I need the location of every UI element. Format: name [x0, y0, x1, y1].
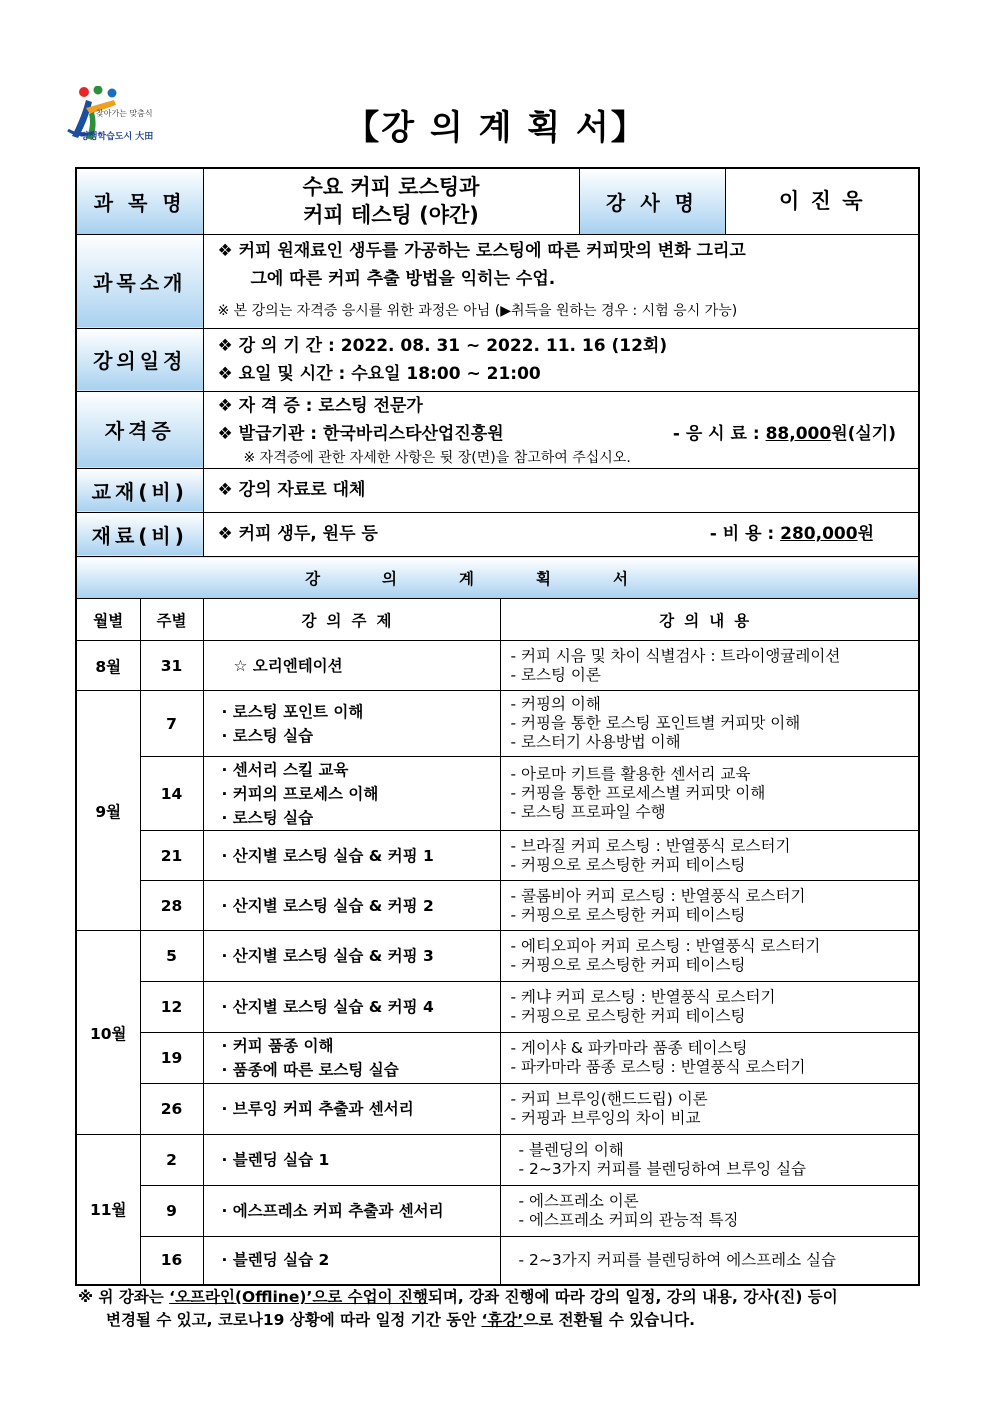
table-row [76, 1084, 919, 1135]
week-cell: 12 [140, 982, 203, 1033]
content-cell: - 커핑의 이해 - 커핑을 통한 로스팅 포인트별 커피맛 이해 - 로스터기 사용방법 이해 [500, 691, 919, 757]
month-cell: 10월 [76, 931, 140, 1135]
topic-cell: · 블렌딩 실습 1 [203, 1135, 500, 1186]
table-row [76, 1237, 919, 1285]
cert-label: 자격증 [76, 391, 203, 468]
topic-cell: · 산지별 로스팅 실습 & 커핑 1 [203, 831, 500, 881]
intro-line2: 그에 따른 커피 추출 방법을 익히는 수업. [250, 269, 556, 289]
topic-cell: · 산지별 로스팅 실습 & 커핑 2 [203, 881, 500, 931]
table-row [76, 1135, 919, 1186]
cert-note: ※ 자격증에 관한 자세한 사항은 뒷 장(면)을 참고하여 주십시오. [243, 449, 631, 466]
table-row [76, 641, 919, 691]
schedule-cell [203, 328, 919, 391]
table-row [76, 1033, 919, 1084]
topic-cell: · 산지별 로스팅 실습 & 커핑 3 [203, 931, 500, 982]
topic-cell: · 브루잉 커피 추출과 센서리 [203, 1084, 500, 1135]
cert-issuer: ❖ 발급기관 : 한국바리스타산업진흥원 [217, 423, 504, 444]
footnote: ※ 위 강좌는 ‘오프라인(Offline)’으로 수업이 진행되며, 강좌 진행에 따라 강의 일정, 강의 내용, 강사(진) 등이 변경될 수 있고, 코로나19 상황에 따라 일정 기간 동안 ‘휴강’으로 전환될 수 있습니다. [78, 1288, 838, 1329]
cert-fee-suffix: 원(실기) [831, 423, 896, 444]
material-cost-suffix: 원 [857, 524, 874, 544]
material-cost-label: - 비 용 : [709, 524, 781, 544]
content-cell: - 케냐 커피 로스팅 : 반열풍식 로스터기 - 커핑으로 로스팅한 커피 테이스팅 [500, 982, 919, 1033]
content-cell: - 콜롬비아 커피 로스팅 : 반열풍식 로스터기 - 커핑으로 로스팅한 커피 테이스팅 [500, 881, 919, 931]
footnote-break: ‘휴강’ [481, 1311, 524, 1329]
content-cell: - 아로마 키트를 활용한 센서리 교육 - 커핑을 통한 프로세스별 커피맛 이해 - 로스팅 프로파일 수행 [500, 757, 919, 831]
col-header-content: 강의내용 [500, 599, 919, 641]
col-header-topic: 강의주제 [203, 599, 500, 641]
course-info-table [75, 167, 920, 557]
topic-cell: · 블렌딩 실습 2 [203, 1237, 500, 1285]
course-name-line2: 커피 테스팅 (야간) [303, 203, 479, 228]
schedule-time: ❖ 요일 및 시간 : 수요일 18:00 ~ 21:00 [217, 363, 541, 384]
cert-name: ❖ 자 격 증 : 로스팅 전문가 [217, 395, 423, 416]
topic-cell: · 산지별 로스팅 실습 & 커핑 4 [203, 982, 500, 1033]
table-row [76, 757, 919, 831]
intro-label: 과목소개 [76, 234, 203, 328]
week-cell: 21 [140, 831, 203, 881]
intro-line1: ❖ 커피 원재료인 생두를 가공하는 로스팅에 따른 커피맛의 변화 그리고 [217, 241, 746, 261]
footnote-offline: ‘오프라인(Offline)’으로 수업이 진행 [169, 1288, 428, 1306]
week-cell: 26 [140, 1084, 203, 1135]
document-title: 【강 의 계 획 서】 [345, 108, 647, 148]
course-name [203, 168, 579, 234]
cert-cell [203, 391, 919, 468]
col-header-week: 주별 [140, 599, 203, 641]
content-cell: - 커피 브루잉(핸드드립) 이론 - 커핑과 브루잉의 차이 비교 [500, 1084, 919, 1135]
week-cell: 16 [140, 1237, 203, 1285]
table-row [76, 931, 919, 982]
textbook-label: 교재(비) [76, 468, 203, 512]
course-name-label: 과 목 명 [76, 168, 203, 234]
schedule-period: ❖ 강 의 기 간 : 2022. 08. 31 ~ 2022. 11. 16 (12회) [217, 335, 668, 356]
course-name-line1: 수요 커피 로스팅과 [302, 175, 480, 200]
week-cell: 28 [140, 881, 203, 931]
content-cell: - 게이샤 & 파카마라 품종 테이스팅 - 파카마라 품종 로스팅 : 반열풍식 로스터기 [500, 1033, 919, 1084]
topic-cell: · 로스팅 포인트 이해 · 로스팅 실습 [203, 691, 500, 757]
week-cell: 19 [140, 1033, 203, 1084]
intro-cell [203, 234, 919, 328]
material-cost: 280,000 [780, 524, 858, 544]
material-label: 재료(비) [76, 512, 203, 556]
plan-banner: 강의계획서 [76, 557, 919, 599]
table-row [76, 982, 919, 1033]
week-cell: 7 [140, 691, 203, 757]
table-row [76, 881, 919, 931]
cert-issuer-row [218, 420, 919, 448]
lecture-plan-table [75, 556, 920, 1286]
instructor-name: 이 진 욱 [725, 168, 919, 234]
logo-name: 평생학습도시 大田 [80, 132, 154, 142]
content-cell: - 에스프레소 이론 - 에스프레소 커피의 관능적 특징 [500, 1186, 919, 1237]
week-cell: 14 [140, 757, 203, 831]
material-value: ❖ 커피 생두, 원두 등 [217, 524, 378, 544]
cert-fee-label: - 응 시 료 : [672, 423, 766, 444]
week-cell: 2 [140, 1135, 203, 1186]
cert-fee: 88,000 [765, 423, 832, 444]
schedule-label: 강의일정 [76, 328, 203, 391]
month-cell: 9월 [76, 691, 140, 931]
content-cell: - 커피 시음 및 차이 식별검사 : 트라이앵귤레이션 - 로스팅 이론 [500, 641, 919, 691]
content-cell: - 블렌딩의 이해 - 2~3가지 커피를 블렌딩하여 브루잉 실습 [500, 1135, 919, 1186]
month-cell: 8월 [76, 641, 140, 691]
month-cell: 11월 [76, 1135, 140, 1285]
instructor-label: 강 사 명 [579, 168, 725, 234]
table-row [76, 831, 919, 881]
table-row [76, 691, 919, 757]
topic-cell: ☆ 오리엔테이션 [203, 641, 500, 691]
topic-cell: · 에스프레소 커피 추출과 센서리 [203, 1186, 500, 1237]
content-cell: - 브라질 커피 로스팅 : 반열풍식 로스터기 - 커핑으로 로스팅한 커피 테이스팅 [500, 831, 919, 881]
intro-note: ※ 본 강의는 자격증 응시를 위한 과정은 아님 (▶취득을 원하는 경우 : 시험 응시 가능) [217, 303, 738, 319]
material-cell [203, 512, 919, 556]
content-cell: - 에티오피아 커피 로스팅 : 반열풍식 로스터기 - 커핑으로 로스팅한 커피 테이스팅 [500, 931, 919, 982]
logo-tagline: 찾아가는 맞춤식 [96, 109, 153, 118]
week-cell: 31 [140, 641, 203, 691]
topic-cell: · 센서리 스킬 교육 · 커피의 프로세스 이해 · 로스팅 실습 [203, 757, 500, 831]
week-cell: 5 [140, 931, 203, 982]
textbook-value: ❖ 강의 자료로 대체 [203, 468, 919, 512]
col-header-month: 월별 [76, 599, 140, 641]
content-cell: - 2~3가지 커피를 블렌딩하여 에스프레소 실습 [500, 1237, 919, 1285]
table-row [76, 1186, 919, 1237]
topic-cell: · 커피 품종 이해 · 품종에 따른 로스팅 실습 [203, 1033, 500, 1084]
week-cell: 9 [140, 1186, 203, 1237]
